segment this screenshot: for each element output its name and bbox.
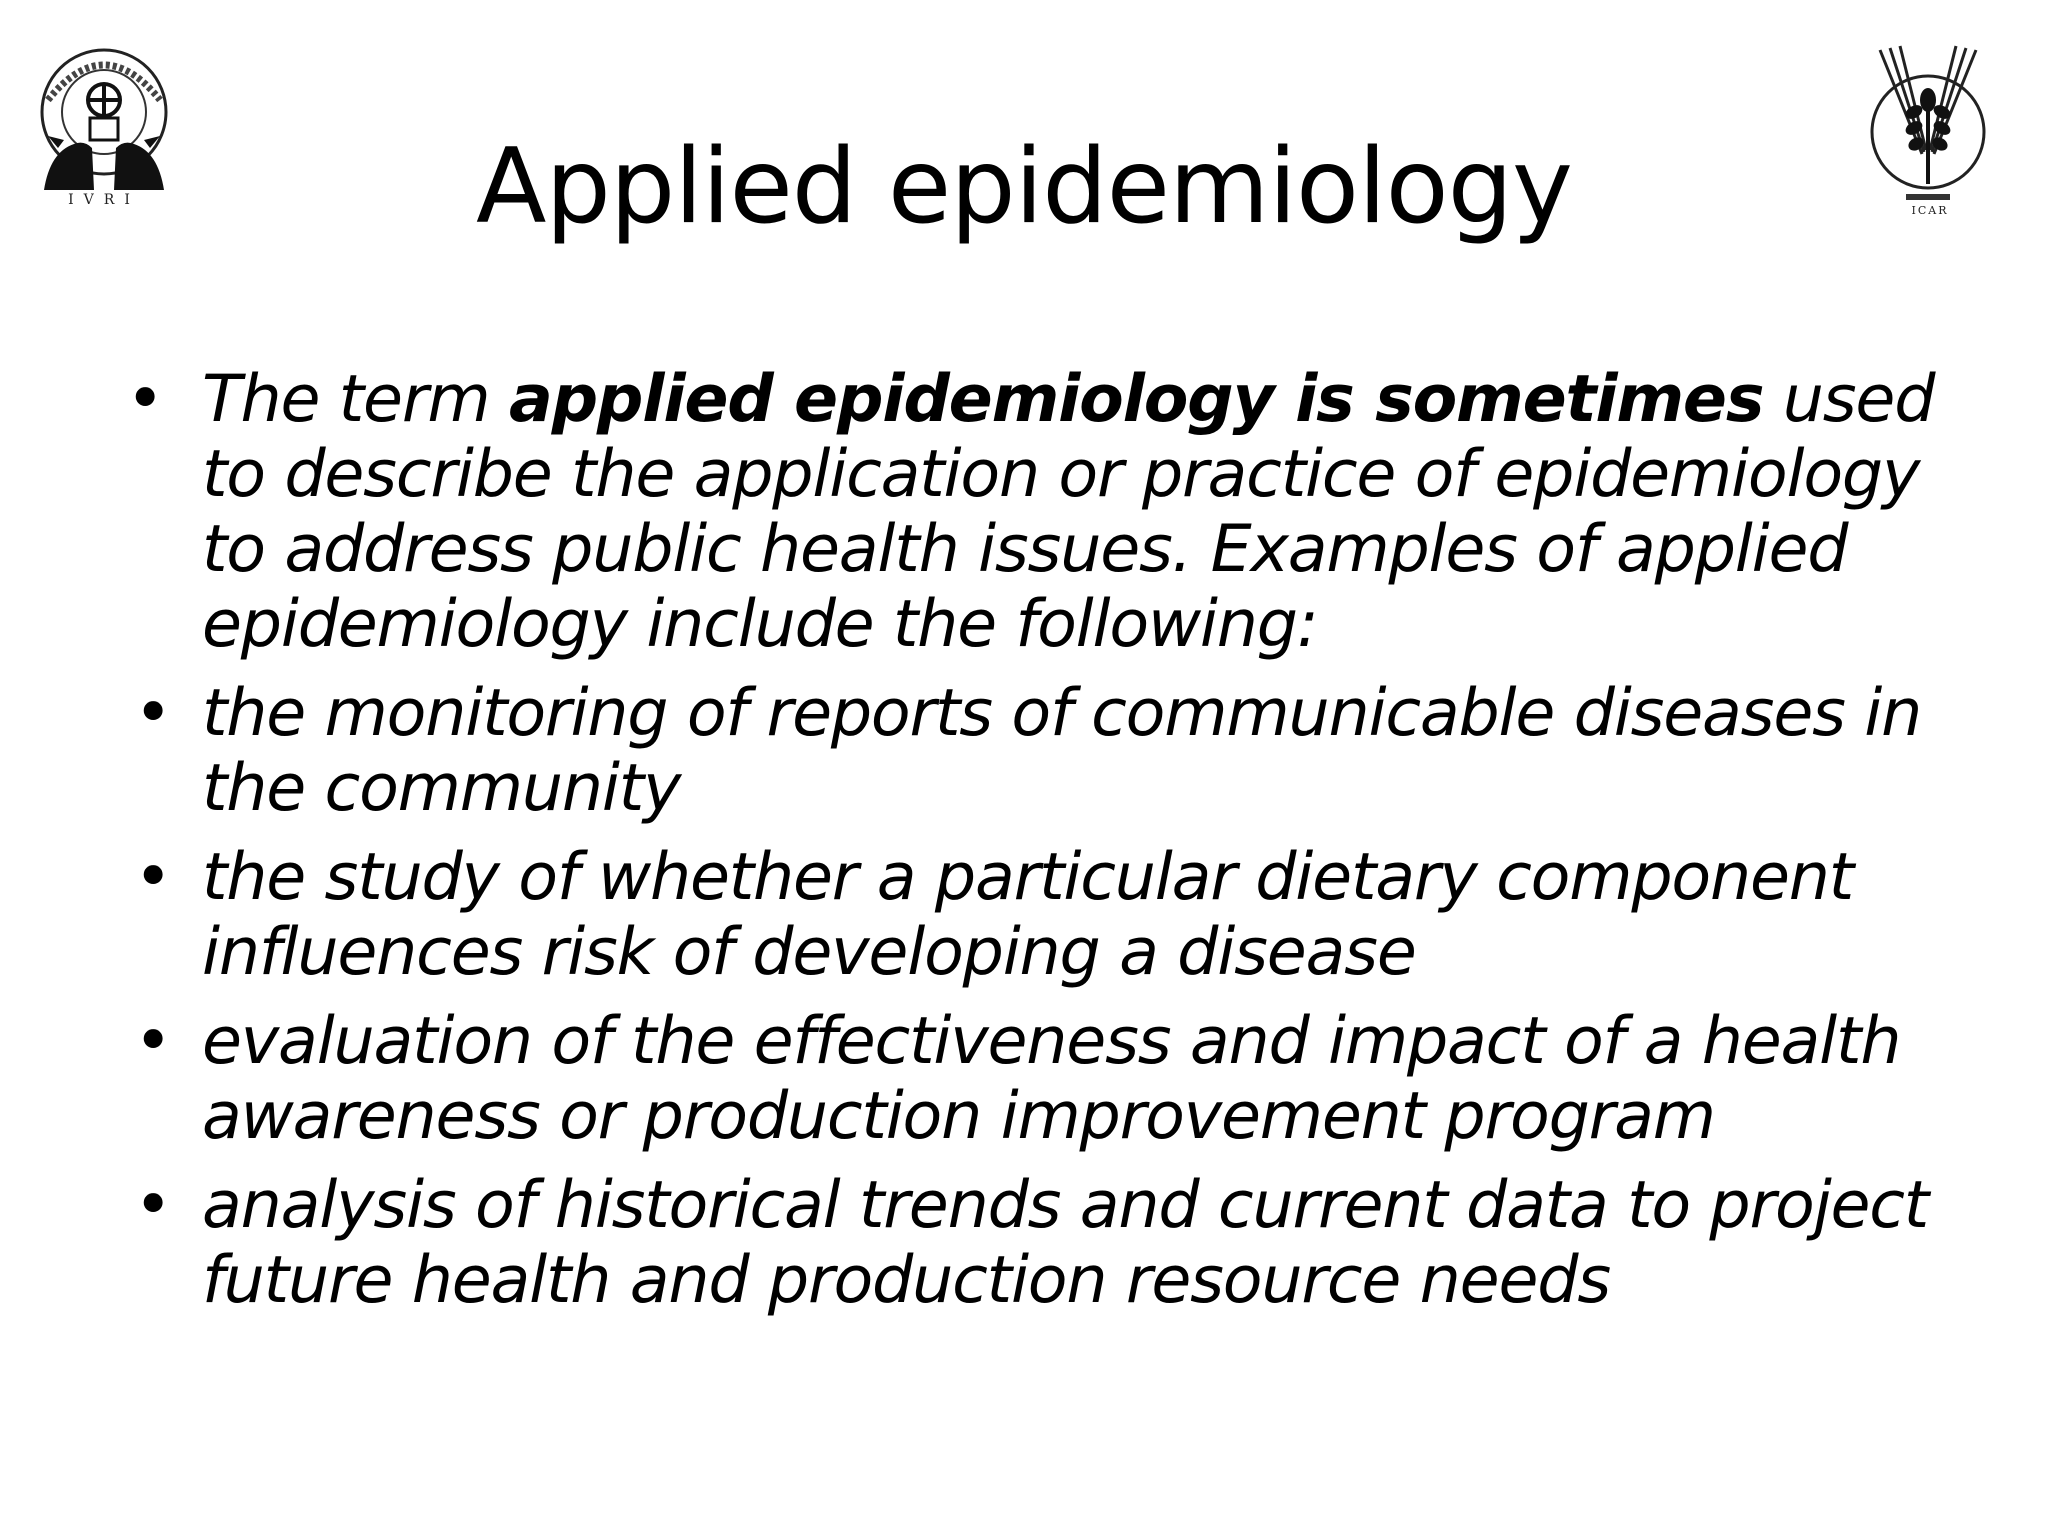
bullet-intro [120, 362, 1970, 662]
bullet-marker: • [134, 1168, 172, 1243]
bullet-text: analysis of historical trends and current data to project future health and production resource needs [202, 1168, 1929, 1318]
bullet-marker: • [134, 840, 172, 915]
bullet-marker: • [126, 362, 164, 437]
bullet-text: the monitoring of reports of communicable diseases in the community [202, 676, 1922, 826]
ivri-logo-text: IVRI [68, 192, 140, 208]
bullet-marker: • [134, 1004, 172, 1079]
bullet-item [120, 1004, 1970, 1154]
bullet-item [120, 840, 1970, 990]
intro-bold-term: applied epidemiology is sometimes [508, 362, 1764, 437]
slide-title: Applied epidemiology [475, 127, 1572, 247]
icar-logo-text: ICAR [1911, 204, 1949, 217]
bullet-text: evaluation of the effectiveness and impact of a health awareness or production improvement program [202, 1004, 1901, 1154]
bullet-item [120, 676, 1970, 826]
bullet-text: the study of whether a particular dietary component influences risk of developing a disease [202, 840, 1854, 990]
intro-prefix: The term [202, 362, 509, 437]
bullet-marker: • [134, 676, 172, 751]
intro-suffix: used to describe the application or practice of epidemiology to address public health issues. Examples of applied epidemiology include the following: [202, 362, 1935, 662]
bullet-item [120, 1168, 1970, 1318]
bullet-list [120, 362, 1970, 1332]
